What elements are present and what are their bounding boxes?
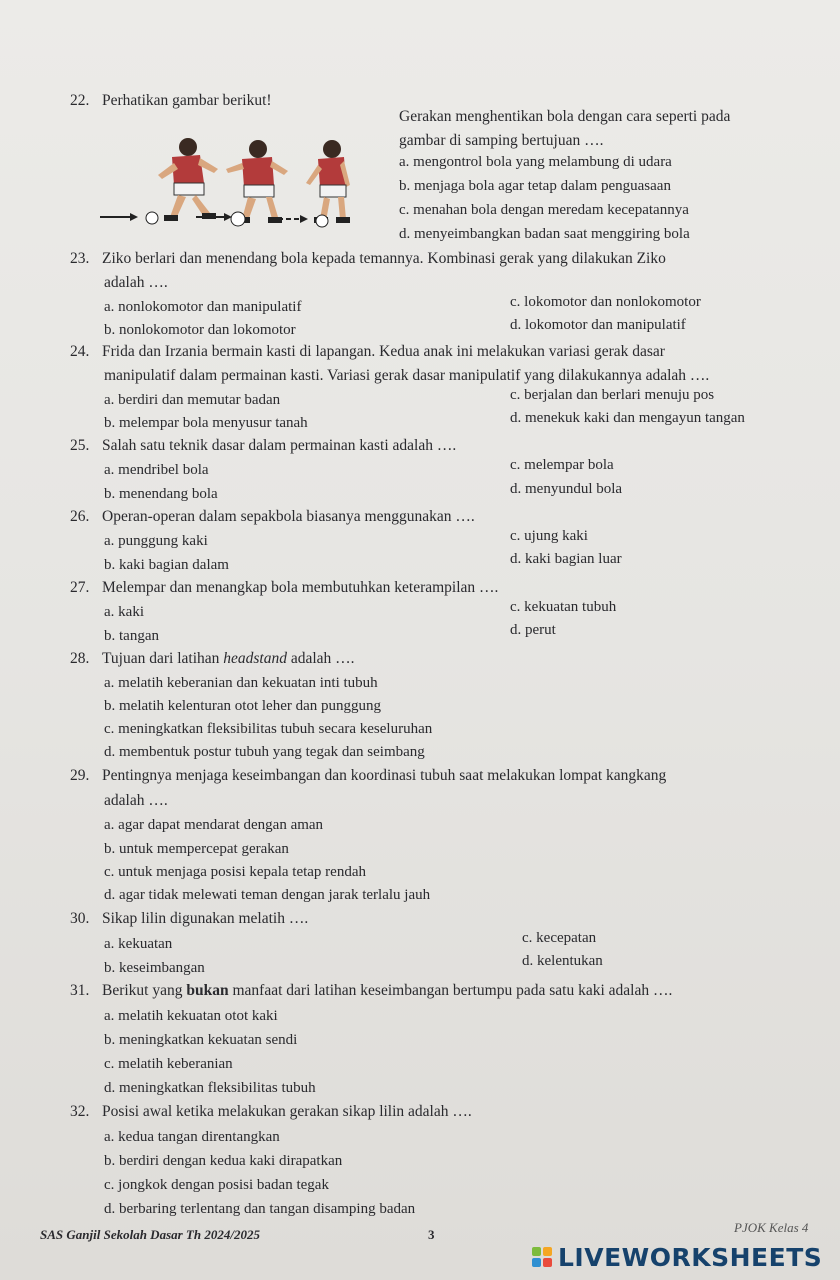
q29-option-d[interactable]: d. agar tidak melewati teman dengan jarak terlalu jauh bbox=[104, 887, 431, 903]
question-text: Frida dan Irzania bermain kasti di lapangan. Kedua anak ini melakukan variasi gerak dasar bbox=[102, 343, 665, 360]
q25-option-b[interactable]: b. menendang bola bbox=[104, 486, 218, 502]
q29-option-c[interactable]: c. untuk menjaga posisi kepala tetap rendah bbox=[104, 864, 366, 880]
q28-option-a[interactable]: a. melatih keberanian dan kekuatan inti tubuh bbox=[104, 675, 378, 691]
q22-option-c[interactable]: c. menahan bola dengan meredam kecepatannya bbox=[399, 202, 689, 218]
question-text: Ziko berlari dan menendang bola kepada temannya. Kombinasi gerak yang dilakukan Ziko bbox=[102, 250, 666, 267]
question-text-post: manfaat dari latihan keseimbangan bertumpu pada satu kaki adalah …. bbox=[228, 982, 673, 999]
q23-option-a[interactable]: a. nonlokomotor dan manipulatif bbox=[104, 299, 302, 315]
question-text: Pentingnya menjaga keseimbangan dan koordinasi tubuh saat melakukan lompat kangkang bbox=[102, 767, 667, 784]
q32-option-c[interactable]: c. jongkok dengan posisi badan tegak bbox=[104, 1177, 329, 1193]
q32-option-b[interactable]: b. berdiri dengan kedua kaki dirapatkan bbox=[104, 1153, 343, 1169]
q25-option-d[interactable]: d. menyundul bola bbox=[510, 481, 623, 497]
question-text-bold: bukan bbox=[186, 982, 229, 999]
question-text-pre: Tujuan dari latihan bbox=[102, 650, 224, 667]
q23-option-d[interactable]: d. lokomotor dan manipulatif bbox=[510, 317, 686, 333]
q32-option-a[interactable]: a. kedua tangan direntangkan bbox=[104, 1129, 280, 1145]
question-number: 23. bbox=[70, 250, 90, 267]
footer-page-number: 3 bbox=[428, 1227, 435, 1242]
q30-option-d[interactable]: d. kelentukan bbox=[522, 953, 603, 969]
q29-option-b[interactable]: b. untuk mempercepat gerakan bbox=[104, 841, 289, 857]
question-24 bbox=[70, 343, 665, 361]
q25-option-c[interactable]: c. melempar bola bbox=[510, 457, 614, 473]
q27-option-a[interactable]: a. kaki bbox=[104, 604, 144, 620]
logo-square bbox=[532, 1258, 541, 1267]
question-25 bbox=[70, 437, 456, 455]
q31-option-a[interactable]: a. melatih kekuatan otot kaki bbox=[104, 1008, 278, 1024]
question-text: Posisi awal ketika melakukan gerakan sikap lilin adalah …. bbox=[102, 1103, 472, 1120]
q26-option-a[interactable]: a. punggung kaki bbox=[104, 533, 208, 549]
question-text-pre: Berikut yang bbox=[102, 982, 187, 999]
liveworksheets-brand[interactable] bbox=[532, 1240, 822, 1274]
question-number: 29. bbox=[70, 767, 90, 784]
logo-square bbox=[532, 1247, 541, 1256]
question-number: 30. bbox=[70, 910, 90, 927]
q27-option-b[interactable]: b. tangan bbox=[104, 628, 159, 644]
q30-option-c[interactable]: c. kecepatan bbox=[522, 930, 597, 946]
logo-square bbox=[543, 1247, 552, 1256]
question-number: 22. bbox=[70, 92, 90, 109]
question-23 bbox=[70, 250, 666, 268]
q26-option-d[interactable]: d. kaki bagian luar bbox=[510, 551, 622, 567]
question-number: 28. bbox=[70, 650, 90, 667]
q26-option-b[interactable]: b. kaki bagian dalam bbox=[104, 557, 229, 573]
q29-option-a[interactable]: a. agar dapat mendarat dengan aman bbox=[104, 817, 324, 833]
liveworksheets-logo-icon bbox=[532, 1247, 552, 1267]
question-29-text-2: adalah …. bbox=[104, 792, 168, 809]
player-1-figure bbox=[100, 138, 218, 224]
q22-option-d[interactable]: d. menyeimbangkan badan saat menggiring bola bbox=[399, 226, 690, 242]
question-text-italic: headstand bbox=[223, 650, 287, 667]
brand-name: LIVEWORKSHEETS bbox=[558, 1242, 823, 1272]
footer-exam-title: SAS Ganjil Sekolah Dasar Th 2024/2025 bbox=[40, 1227, 260, 1242]
question-number: 26. bbox=[70, 508, 90, 525]
q28-option-c[interactable]: c. meningkatkan fleksibilitas tubuh secara keseluruhan bbox=[104, 721, 433, 737]
q28-option-b[interactable]: b. melatih kelenturan otot leher dan punggung bbox=[104, 698, 382, 714]
q24-option-d[interactable]: d. menekuk kaki dan mengayun tangan bbox=[510, 410, 745, 426]
question-26 bbox=[70, 508, 475, 526]
question-text: Perhatikan gambar berikut! bbox=[102, 92, 272, 109]
question-text: Salah satu teknik dasar dalam permainan kasti adalah …. bbox=[102, 437, 457, 454]
q30-option-a[interactable]: a. kekuatan bbox=[104, 936, 173, 952]
q24-option-b[interactable]: b. melempar bola menyusur tanah bbox=[104, 415, 308, 431]
question-30 bbox=[70, 910, 308, 928]
footer-subject-class: PJOK Kelas 4 bbox=[734, 1220, 809, 1235]
question-24-text-2: manipulatif dalam permainan kasti. Variasi gerak dasar manipulatif yang dilakukannya adalah …. bbox=[104, 367, 710, 384]
question-text-post: adalah …. bbox=[286, 650, 355, 667]
q31-option-c[interactable]: c. melatih keberanian bbox=[104, 1056, 233, 1072]
question-27 bbox=[70, 579, 498, 597]
question-28 bbox=[70, 650, 355, 668]
q22-option-a[interactable]: a. mengontrol bola yang melambung di udara bbox=[399, 154, 672, 170]
q23-option-b[interactable]: b. nonlokomotor dan lokomotor bbox=[104, 322, 296, 338]
q32-option-d[interactable]: d. berbaring terlentang dan tangan disamping badan bbox=[104, 1201, 416, 1217]
question-number: 31. bbox=[70, 982, 90, 999]
q28-option-d[interactable]: d. membentuk postur tubuh yang tegak dan seimbang bbox=[104, 744, 425, 760]
question-22 bbox=[70, 92, 272, 110]
q24-option-c[interactable]: c. berjalan dan berlari menuju pos bbox=[510, 387, 715, 403]
question-32 bbox=[70, 1103, 472, 1121]
question-number: 27. bbox=[70, 579, 90, 596]
q22-option-b[interactable]: b. menjaga bola agar tetap dalam penguasaan bbox=[399, 178, 671, 194]
q24-option-a[interactable]: a. berdiri dan memutar badan bbox=[104, 392, 281, 408]
q25-option-a[interactable]: a. mendribel bola bbox=[104, 462, 209, 478]
q23-option-c[interactable]: c. lokomotor dan nonlokomotor bbox=[510, 294, 701, 310]
question-29 bbox=[70, 767, 666, 785]
question-23-text-2: adalah …. bbox=[104, 274, 168, 291]
q27-option-c[interactable]: c. kekuatan tubuh bbox=[510, 599, 617, 615]
q26-option-c[interactable]: c. ujung kaki bbox=[510, 528, 588, 544]
question-number: 24. bbox=[70, 343, 90, 360]
question-31 bbox=[70, 982, 672, 1000]
q31-option-b[interactable]: b. meningkatkan kekuatan sendi bbox=[104, 1032, 298, 1048]
question-text: Melempar dan menangkap bola membutuhkan keterampilan …. bbox=[102, 579, 499, 596]
question-number: 32. bbox=[70, 1103, 90, 1120]
question-text: Operan-operan dalam sepakbola biasanya menggunakan …. bbox=[102, 508, 475, 525]
q31-option-d[interactable]: d. meningkatkan fleksibilitas tubuh bbox=[104, 1080, 316, 1096]
q22-side-text-1: Gerakan menghentikan bola dengan cara seperti pada bbox=[399, 108, 731, 125]
question-number: 25. bbox=[70, 437, 90, 454]
q27-option-d[interactable]: d. perut bbox=[510, 622, 556, 638]
q30-option-b[interactable]: b. keseimbangan bbox=[104, 960, 205, 976]
logo-square bbox=[543, 1258, 552, 1267]
player-3-figure bbox=[278, 140, 350, 227]
q22-side-text-2: gambar di samping bertujuan …. bbox=[399, 132, 604, 149]
soccer-players-trapping-ball-illustration bbox=[100, 125, 390, 235]
question-text: Sikap lilin digunakan melatih …. bbox=[102, 910, 309, 927]
